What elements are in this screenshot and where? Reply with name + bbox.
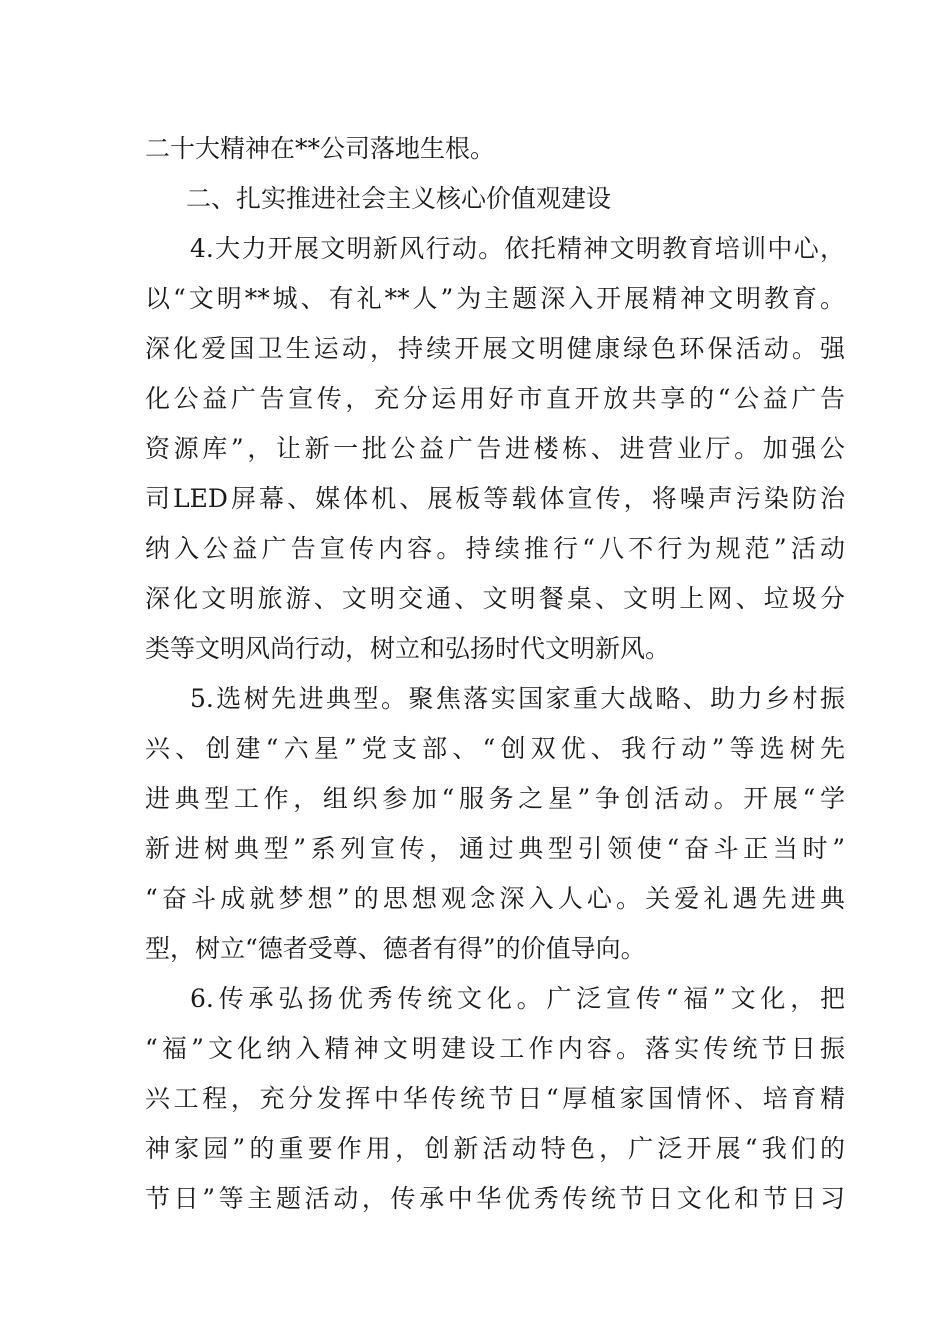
paragraph-line: 司LED屏幕、媒体机、展板等载体宣传，将噪声污染防治: [145, 484, 845, 513]
paragraph-line: 兴工程，充分发挥中华传统节日“厚植家国情怀、培育精: [145, 1084, 845, 1113]
paragraph-line: 以“文明**城、有礼**人”为主题深入开展精神文明教育。: [145, 284, 845, 313]
paragraph-line: 化公益广告宣传，充分运用好市直开放共享的“公益广告: [145, 384, 845, 413]
paragraph-line: 新进树典型”系列宣传，通过典型引领使“奋斗正当时”: [145, 834, 845, 863]
paragraph-line: 5.选树先进典型。聚焦落实国家重大战略、助力乡村振: [190, 684, 845, 713]
paragraph-line: 深化文明旅游、文明交通、文明餐桌、文明上网、垃圾分: [145, 584, 845, 613]
paragraph-line: 类等文明风尚行动，树立和弘扬时代文明新风。: [145, 634, 671, 663]
paragraph-line: “福”文化纳入精神文明建设工作内容。落实传统节日振: [145, 1034, 845, 1063]
paragraph-line: 进典型工作，组织参加“服务之星”争创活动。开展“学: [145, 784, 845, 813]
paragraph-line: 纳入公益广告宣传内容。持续推行“八不行为规范”活动: [145, 534, 845, 563]
paragraph-line: 6.传承弘扬优秀传统文化。广泛宣传“福”文化，把: [190, 984, 845, 1013]
paragraph-line: 二十大精神在**公司落地生根。: [145, 134, 496, 163]
section-heading: 二、扎实推进社会主义核心价值观建设: [186, 184, 612, 213]
paragraph-line: 资源库”，让新一批公益广告进楼栋、进营业厅。加强公: [145, 434, 845, 463]
paragraph-line: 型，树立“德者受尊、德者有得”的价值导向。: [145, 934, 646, 963]
paragraph-line: 神家园”的重要作用，创新活动特色，广泛开展“我们的: [145, 1134, 845, 1163]
paragraph-line: 4.大力开展文明新风行动。依托精神文明教育培训中心，: [190, 234, 845, 263]
paragraph-line: 深化爱国卫生运动，持续开展文明健康绿色环保活动。强: [145, 334, 845, 363]
paragraph-line: 节日”等主题活动，传承中华优秀传统节日文化和节日习: [145, 1184, 845, 1213]
paragraph-line: “奋斗成就梦想”的思想观念深入人心。关爱礼遇先进典: [145, 884, 845, 913]
paragraph-line: 兴、创建“六星”党支部、“创双优、我行动”等选树先: [145, 734, 845, 763]
